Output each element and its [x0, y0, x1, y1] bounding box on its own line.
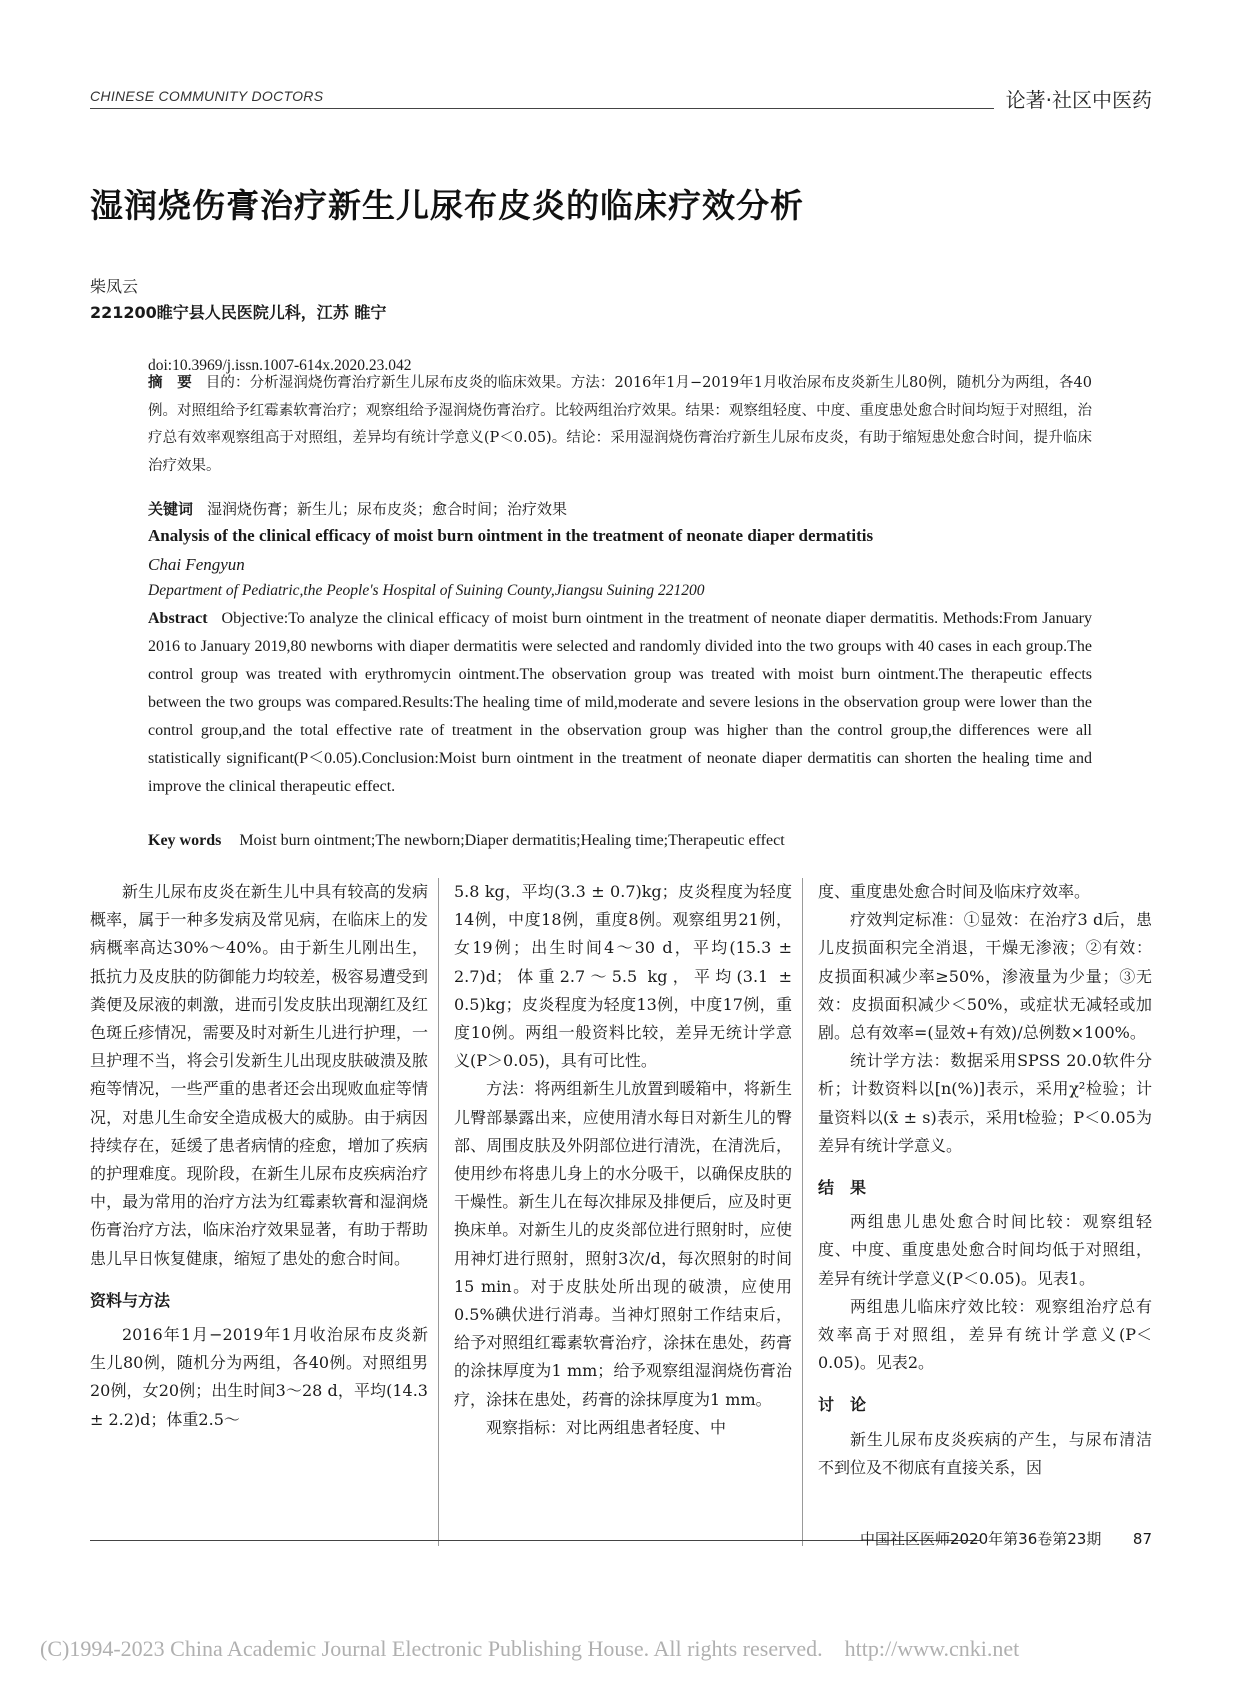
affiliation: 221200睢宁县人民医院儿科，江苏 睢宁 — [90, 303, 387, 322]
keywords-en-text: Moist burn ointment;The newborn;Diaper dermatitis;Healing time;Therapeutic effect — [239, 832, 785, 849]
header-rule — [90, 108, 994, 109]
body-paragraph: 两组患儿患处愈合时间比较：观察组轻度、中度、重度患处愈合时间均低于对照组，差异有统计学意义(P＜0.05)。见表1。 — [818, 1212, 1152, 1288]
footer — [860, 1528, 1152, 1549]
english-affiliation: Department of Pediatric,the People's Hospital of Suining County,Jiangsu Suining 221200 — [148, 582, 705, 599]
body-paragraph: 2016年1月−2019年1月收治尿布皮炎新生儿80例，随机分为两组，各40例。对照组男20例，女20例；出生时间3～28 d，平均(14.3 ± 2.2)d；体重2.5～ — [90, 1325, 428, 1429]
english-author: Chai Fengyun — [148, 555, 245, 574]
body-paragraph: 5.8 kg，平均(3.3 ± 0.7)kg；皮炎程度为轻度14例，中度18例，重度8例。观察组男21例，女19例；出生时间4～30 d，平均(15.3 ± 2.7)d；体重2.7～5.5 kg，平均(3.1 ± 0.5)kg；皮炎程度为轻度13例，中度17例，重度10例。两组一般资料比较，差异无统计学意义(P＞0.05)，具有可比性。 — [454, 882, 792, 1071]
body-paragraph: 度、重度患处愈合时间及临床疗效率。 — [818, 882, 1091, 901]
abstract-cn-text: 目的：分析湿润烧伤膏治疗新生儿尿布皮炎的临床效果。方法：2016年1月−2019年1月收治尿布皮炎新生儿80例，随机分为两组，各40例。对照组给予红霉素软膏治疗；观察组给予湿润烧伤膏治疗。比较两组治疗效果。结果：观察组轻度、中度、重度患处愈合时间均短于对照组，治疗总有效率观察组高于对照组，差异均有统计学意义(P＜0.05)。结论：采用湿润烧伤膏治疗新生儿尿布皮炎，有助于缩短患处愈合时间，提升临床治疗效果。 — [148, 375, 1092, 474]
column-divider — [438, 878, 439, 1546]
section-heading-methods: 资料与方法 — [90, 1290, 171, 1310]
abstract-en-label: Abstract — [148, 610, 208, 627]
page-number: 87 — [1132, 1530, 1152, 1548]
journal-name-en: CHINESE COMMUNITY DOCTORS — [90, 88, 324, 104]
author: 柴凤云 — [90, 277, 139, 296]
keywords-en — [148, 832, 785, 850]
keywords-cn-label: 关键词 — [148, 500, 194, 518]
abstract-en — [148, 605, 1092, 801]
doi: doi:10.3969/j.issn.1007-614x.2020.23.042 — [148, 357, 412, 374]
abstract-en-text: Objective:To analyze the clinical efficacy of moist burn ointment in the treatment of neonate diaper dermatitis. Methods:From January 2016 to January 2019,80 newborns with diaper dermatitis were selected and randomly divided into the two groups with 40 cases in each group.The control group was treated with erythromycin ointment.The observation group was treated with moist burn ointment.The therapeutic effects between the two groups was compared.Results:The healing time of mild,moderate and severe lesions in the observation group were lower than the control group,and the total effective rate of treatment in the observation group was higher than the control group,the differences were all statistically significant(P＜0.05).Conclusion:Moist burn ointment in the treatment of neonate diaper dermatitis can shorten the healing time and improve the clinical therapeutic effect. — [148, 610, 1092, 795]
body-column-2 — [454, 878, 792, 1442]
body-paragraph: 新生儿尿布皮炎在新生儿中具有较高的发病概率，属于一种多发病及常见病，在临床上的发病概率高达30%～40%。由于新生儿刚出生，抵抗力及皮肤的防御能力均较差，极容易遭受到粪便及尿液的刺激，进而引发皮肤出现潮红及红色斑丘疹情况，需要及时对新生儿进行护理，一旦护理不当，将会引发新生儿出现皮肤破溃及脓疱等情况，一些严重的患者还会出现败血症等情况，对患儿生命安全造成极大的威胁。由于病因持续存在，延缓了患者病情的痊愈，增加了疾病的护理难度。现阶段，在新生儿尿布皮疾病治疗中，最为常用的治疗方法为红霉素软膏和湿润烧伤膏治疗方法，临床治疗效果显著，有助于帮助患儿早日恢复健康，缩短了患处的愈合时间。 — [90, 882, 428, 1268]
section-label: 论著·社区中医药 — [1005, 88, 1152, 112]
column-divider — [802, 878, 803, 1546]
copyright-notice: (C)1994-2023 China Academic Journal Electronic Publishing House. All rights reserved. http://www.cnki.net — [40, 1636, 1020, 1661]
body-paragraph: 方法：将两组新生儿放置到暖箱中，将新生儿臀部暴露出来，应使用清水每日对新生儿的臀部、周围皮肤及外阴部位进行清洗，在清洗后，使用纱布将患儿身上的水分吸干，以确保皮肤的干燥性。新生儿在每次排尿及排便后，应及时更换床单。对新生儿的皮炎部位进行照射时，应使用神灯进行照射，照射3次/d，每次照射的时间15 min。对于皮肤处所出现的破溃，应使用0.5%碘伏进行消毒。当神灯照射工作结束后，给予对照组红霉素软膏治疗，涂抹在患处，药膏的涂抹厚度为1 mm；给予观察组湿润烧伤膏治疗，涂抹在患处，药膏的涂抹厚度为1 mm。 — [454, 1079, 792, 1409]
section-heading-discussion: 讨 论 — [818, 1395, 867, 1415]
footer-journal-issue: 中国社区医师2020年第36卷第23期 — [859, 1530, 1102, 1548]
keywords-en-label: Key words — [148, 832, 222, 849]
paper-title: 湿润烧伤膏治疗新生儿尿布皮炎的临床疗效分析 — [90, 186, 804, 225]
abstract-cn-label: 摘 要 — [148, 375, 192, 391]
body-paragraph: 统计学方法：数据采用SPSS 20.0软件分析；计数资料以[n(%)]表示，采用χ²检验；计量资料以(x̄ ± s)表示，采用t检验；P＜0.05为差异有统计学意义。 — [818, 1051, 1152, 1155]
body-paragraph: 新生儿尿布皮炎疾病的产生，与尿布清洁不到位及不彻底有直接关系，因 — [818, 1429, 1152, 1477]
english-title: Analysis of the clinical efficacy of moist burn ointment in the treatment of neonate diaper dermatitis — [148, 526, 874, 545]
body-paragraph: 两组患儿临床疗效比较：观察组治疗总有效率高于对照组，差异有统计学意义(P＜0.05)。见表2。 — [818, 1296, 1152, 1373]
abstract-cn — [148, 370, 1092, 480]
keywords-cn — [148, 496, 1092, 524]
section-heading-results: 结 果 — [818, 1178, 867, 1198]
body-column-1 — [90, 878, 428, 1434]
body-paragraph: 疗效判定标准：①显效：在治疗3 d后，患儿皮损面积完全消退，干燥无渗液；②有效：皮损面积减少率≥50%，渗液量为少量；③无效：皮损面积减少＜50%，或症状无减轻或加剧。总有效率=(显效+有效)/总例数×100%。 — [818, 910, 1152, 1043]
footer-rule — [90, 1540, 980, 1541]
body-paragraph: 观察指标：对比两组患者轻度、中 — [486, 1417, 727, 1437]
body-column-3 — [818, 878, 1152, 1482]
keywords-cn-text: 湿润烧伤膏；新生儿；尿布皮炎；愈合时间；治疗效果 — [207, 500, 568, 518]
